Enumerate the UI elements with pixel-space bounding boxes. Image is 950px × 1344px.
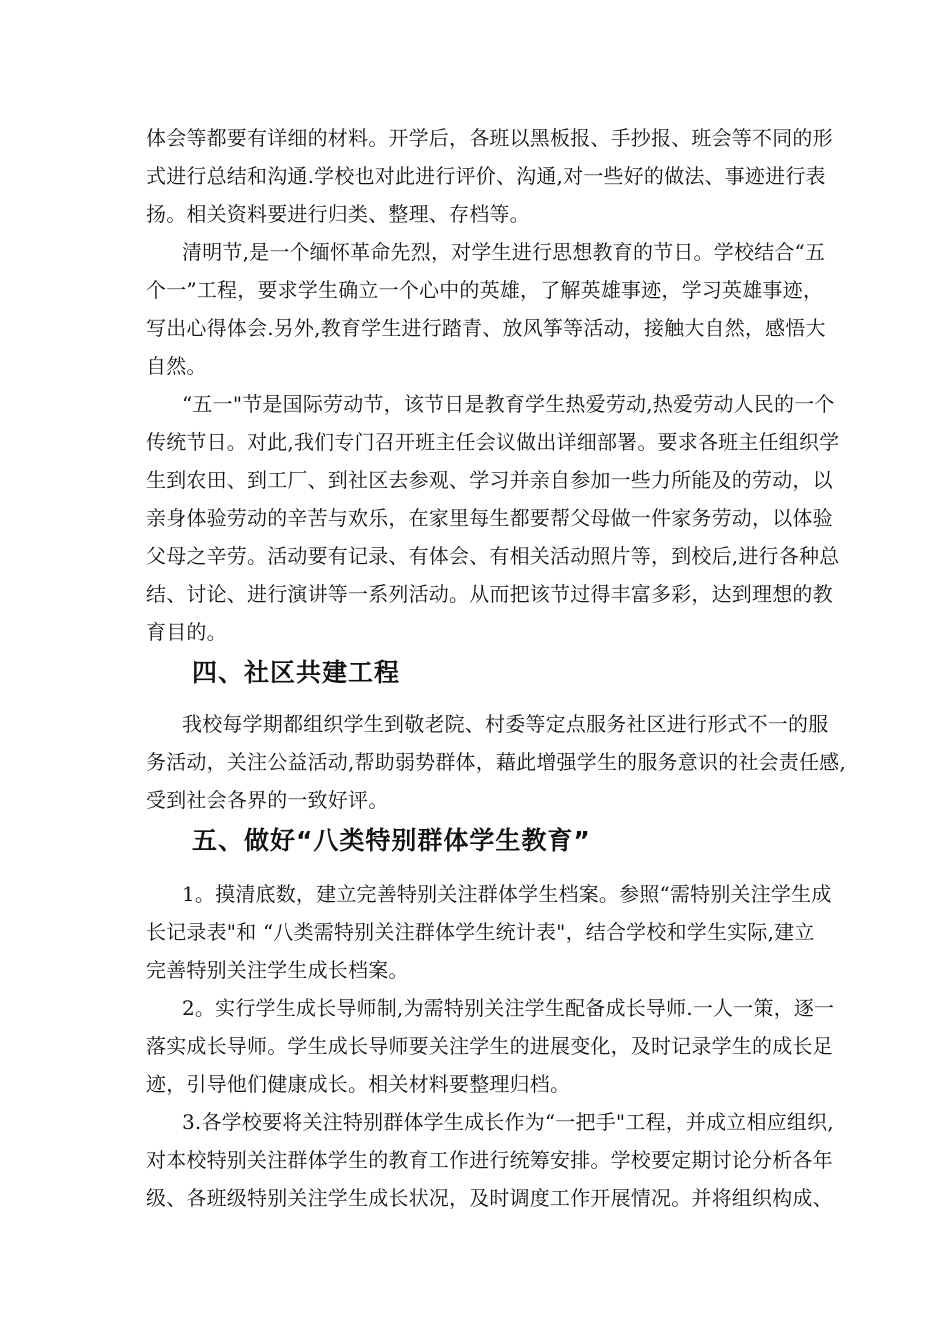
paragraph-line: 长记录表"和 “八类需特别关注群体学生统计表"，结合学校和学生实际,建立 — [146, 920, 815, 944]
paragraph-line: 个一”工程，要求学生确立一个心中的英雄，了解英雄事迹，学习英雄事迹， — [146, 278, 824, 302]
section-heading: 五、做好“八类特别群体学生教育” — [192, 826, 591, 855]
paragraph-line: 落实成长导师。学生成长导师要关注学生的进展变化，及时记录学生的成长足 — [146, 1034, 833, 1058]
paragraph-line: 2。实行学生成长导师制,为需特别关注学生配备成长导师.一人一策，逐一 — [182, 996, 835, 1020]
paragraph-line: 迹，引导他们健康成长。相关材料要整理归档。 — [146, 1072, 571, 1096]
paragraph-line: 务活动，关注公益活动,帮助弱势群体，藉此增强学生的服务意识的社会责任感, — [146, 750, 846, 774]
paragraph-line: 育目的。 — [146, 620, 227, 644]
paragraph-line: 式进行总结和沟通.学校也对此进行评价、沟通,对一些好的做法、事迹进行表 — [146, 164, 826, 188]
paragraph-line: 我校每学期都组织学生到敬老院、村委等定点服务社区进行形式不一的服 — [182, 712, 829, 736]
paragraph-line: 写出心得体会.另外,教育学生进行踏青、放风筝等活动，接触大自然，感悟大 — [146, 316, 826, 340]
paragraph-line: 父母之辛劳。活动要有记录、有体会、有相关活动照片等，到校后,进行各种总 — [146, 544, 840, 568]
paragraph-line: 级、各班级特别关注学生成长状况，及时调度工作开展情况。并将组织构成、 — [146, 1186, 833, 1210]
paragraph-line: 亲身体验劳动的辛苦与欢乐，在家里每生都要帮父母做一件家务劳动，以体验 — [146, 506, 833, 530]
paragraph-line: 自然。 — [146, 354, 207, 378]
paragraph-line: 对本校特别关注群体学生的教育工作进行统筹安排。学校要定期讨论分析各年 — [146, 1148, 833, 1172]
paragraph-line: “五一"节是国际劳动节，该节日是教育学生热爱劳动,热爱劳动人民的一个 — [182, 392, 835, 416]
paragraph-line: 3.各学校要将关注特别群体学生成长作为“一把手"工程，并成立相应组织, — [182, 1110, 834, 1134]
paragraph-line: 受到社会各界的一致好评。 — [146, 788, 389, 812]
paragraph-line: 1。摸清底数，建立完善特别关注群体学生档案。参照“需特别关注学生成 — [182, 882, 832, 906]
paragraph-line: 扬。相关资料要进行归类、整理、存档等。 — [146, 202, 530, 226]
paragraph-line: 体会等都要有详细的材料。开学后，各班以黑板报、手抄报、班会等不同的形 — [146, 126, 833, 150]
paragraph-line: 传统节日。对此,我们专门召开班主任会议做出详细部署。要求各班主任组织学 — [146, 430, 840, 454]
paragraph-line: 结、讨论、进行演讲等一系列活动。从而把该节过得丰富多彩，达到理想的教 — [146, 582, 833, 606]
paragraph-line: 完善特别关注学生成长档案。 — [146, 958, 409, 982]
paragraph-line: 清明节,是一个缅怀革命先烈，对学生进行思想教育的节日。学校结合“五 — [182, 240, 826, 264]
section-heading: 四、社区共建工程 — [192, 658, 401, 687]
paragraph-line: 生到农田、到工厂、到社区去参观、学习并亲自参加一些力所能及的劳动，以 — [146, 468, 833, 492]
